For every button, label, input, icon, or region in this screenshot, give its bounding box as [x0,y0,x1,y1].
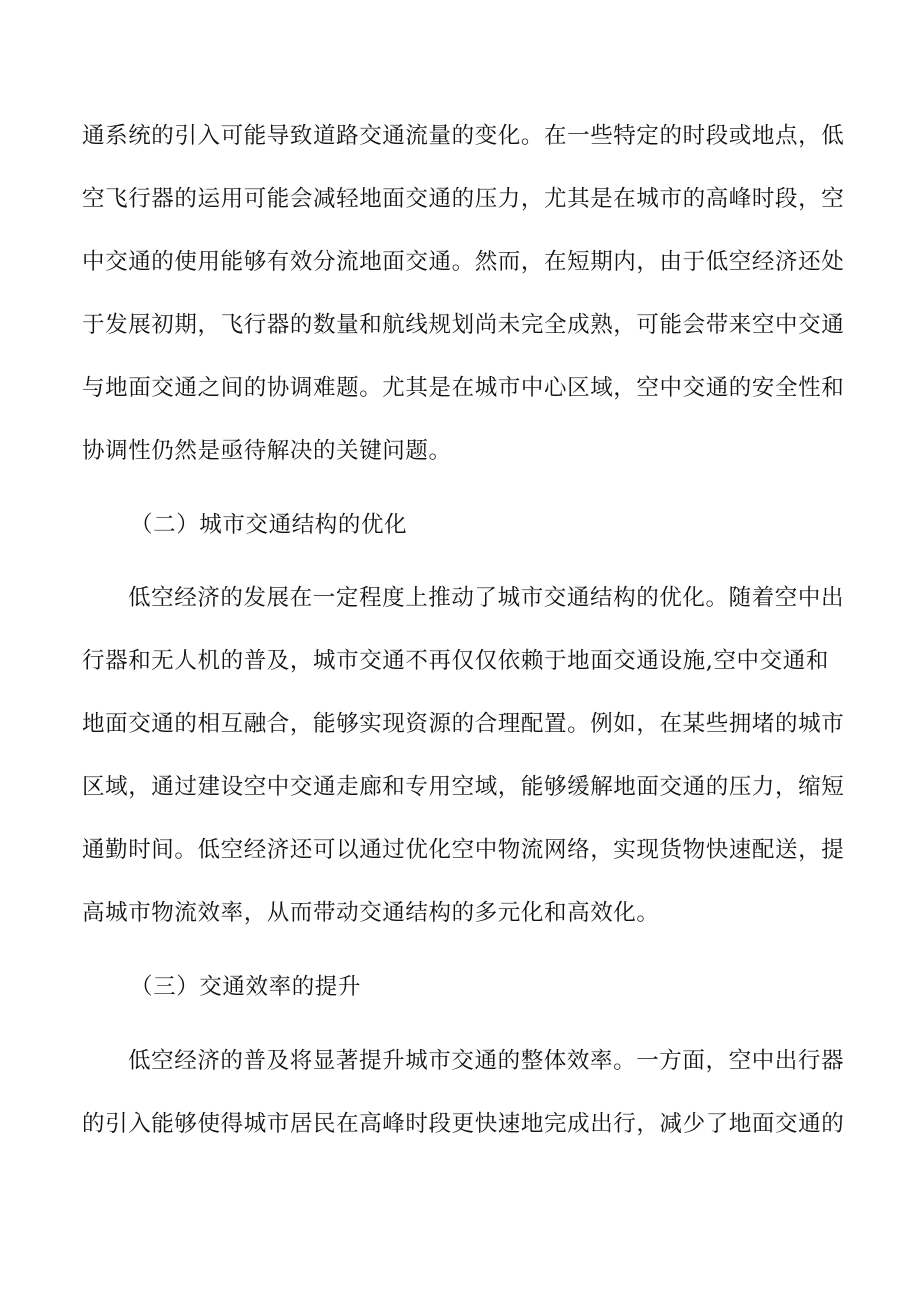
text-line: 通系统的引入可能导致道路交通流量的变化。在一些特定的时段或地点，低 [82,123,845,149]
text-line: 行器和无人机的普及，城市交通不再仅仅依赖于地面交通设施,空中交通和 [82,648,829,674]
text-line: 高城市物流效率，从而带动交通结构的多元化和高效化。 [82,900,660,926]
text-line: 于发展初期，飞行器的数量和航线规划尚未完全成熟，可能会带来空中交通 [82,312,845,338]
text-line: 地面交通的相互融合，能够实现资源的合理配置。例如，在某些拥堵的城市 [82,711,845,737]
text-line: 的引入能够使得城市居民在高峰时段更快速地完成出行，减少了地面交通的 [82,1111,845,1137]
text-line: 空飞行器的运用可能会减轻地面交通的压力，尤其是在城市的高峰时段，空 [82,186,845,212]
section-heading-2: （二）城市交通结构的优化 [130,512,408,538]
text-line: 区域，通过建设空中交通走廊和专用空域，能够缓解地面交通的压力，缩短 [82,774,845,800]
text-line: 中交通的使用能够有效分流地面交通。然而，在短期内，由于低空经济还处 [82,249,845,275]
text-line: 通勤时间。低空经济还可以通过优化空中物流网络，实现货物快速配送，提 [82,837,845,863]
text-line: 协调性仍然是亟待解决的关键问题。 [82,438,452,464]
text-line: 低空经济的发展在一定程度上推动了城市交通结构的优化。随着空中出 [128,585,845,611]
text-line: 与地面交通之间的协调难题。尤其是在城市中心区域，空中交通的安全性和 [82,375,845,401]
text-line: 低空经济的普及将显著提升城市交通的整体效率。一方面，空中出行器 [128,1048,845,1074]
section-heading-3: （三）交通效率的提升 [130,974,362,1000]
